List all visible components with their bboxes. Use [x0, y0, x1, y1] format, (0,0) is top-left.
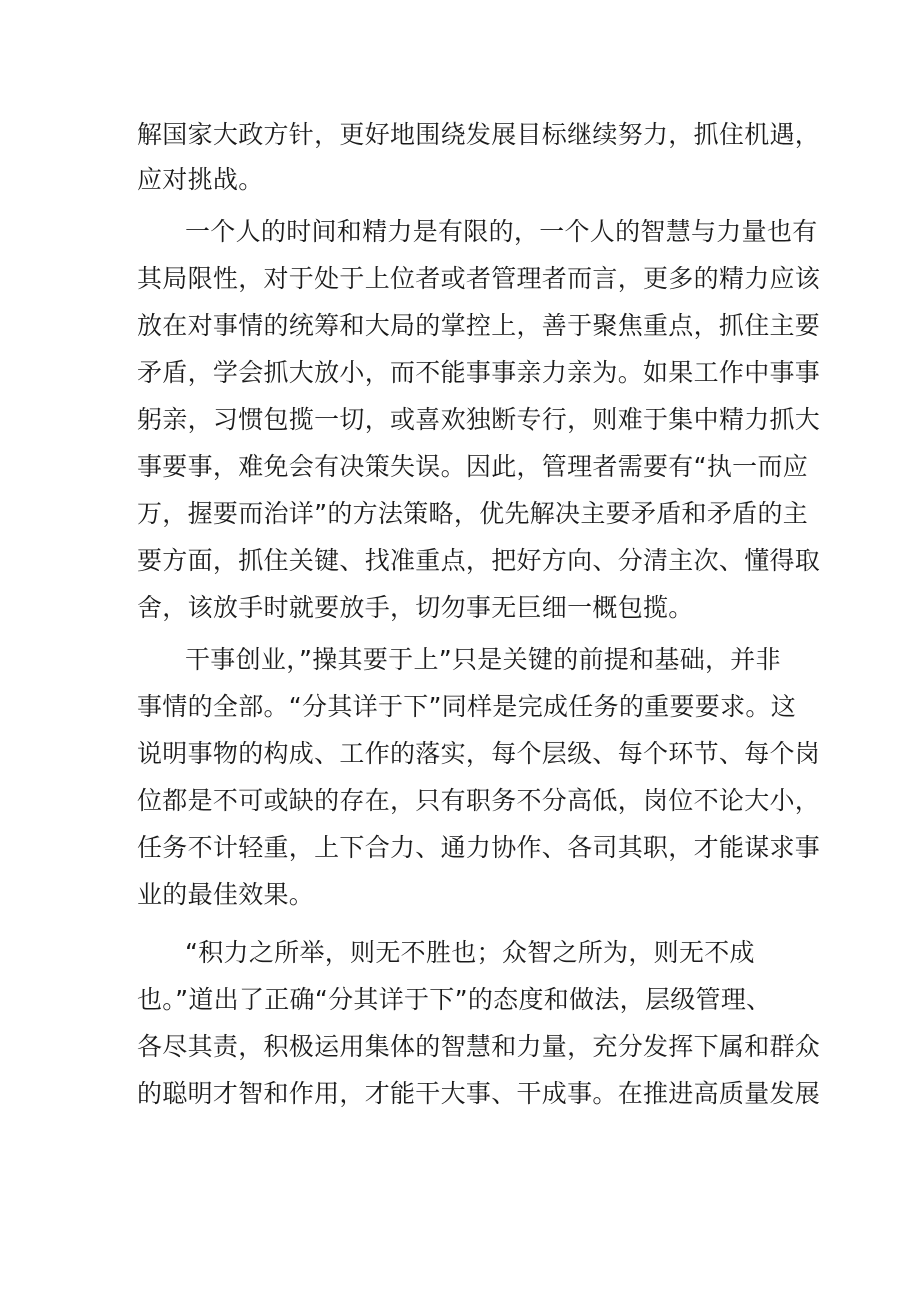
paragraph-2-line-2: 其局限性，对于处于上位者或者管理者而言，更多的精力应该 — [137, 264, 821, 293]
paragraph-4-line-1: “积力之所举，则无不胜也；众智之所为，则无不成 — [185, 938, 755, 967]
paragraph-1-line-1: 解国家大政方针，更好地围绕发展目标继续努力，抓住机遇， — [137, 120, 821, 149]
paragraph-2-line-8: 要方面，抓住关键、找准重点，把好方向、分清主次、懂得取 — [137, 546, 821, 575]
paragraph-2-line-5: 躬亲，习惯包揽一切，或喜欢独断专行，则难于集中精力抓大 — [137, 405, 821, 434]
paragraph-2-line-3: 放在对事情的统筹和大局的掌控上，善于聚焦重点，抓住主要 — [137, 311, 821, 340]
paragraph-4-line-4: 的聪明才智和作用，才能干大事、干成事。在推进高质量发展 — [137, 1079, 821, 1108]
paragraph-1-line-2: 应对挑战。 — [137, 165, 264, 194]
paragraph-2-line-1: 一个人的时间和精力是有限的，一个人的智慧与力量也有 — [185, 217, 818, 246]
paragraph-3-line-1: 干事创业，”操其要于上”只是关键的前提和基础，并非 — [185, 645, 781, 674]
paragraph-3-line-6: 业的最佳效果。 — [137, 880, 315, 909]
paragraph-3-line-2: 事情的全部。“分其详于下”同样是完成任务的重要要求。这 — [137, 692, 797, 721]
paragraph-4-line-2: 也。”道出了正确“分其详于下”的态度和做法，层级管理、 — [137, 985, 772, 1014]
paragraph-2-line-4: 矛盾，学会抓大放小，而不能事事亲力亲为。如果工作中事事 — [137, 358, 821, 387]
paragraph-2-line-7: 万，握要而治详”的方法策略，优先解决主要矛盾和矛盾的主 — [137, 499, 809, 528]
paragraph-2-line-9: 舍，该放手时就要放手，切勿事无巨细一概包揽。 — [137, 593, 694, 622]
paragraph-3-line-5: 任务不计轻重，上下合力、通力协作、各司其职，才能谋求事 — [137, 833, 821, 862]
paragraph-3-line-4: 位都是不可或缺的存在，只有职务不分高低，岗位不论大小， — [137, 786, 821, 815]
paragraph-4-line-3: 各尽其责，积极运用集体的智慧和力量，充分发挥下属和群众 — [137, 1032, 821, 1061]
paragraph-3-line-3: 说明事物的构成、工作的落实，每个层级、每个环节、每个岗 — [137, 739, 821, 768]
paragraph-2-line-6: 事要事，难免会有决策失误。因此，管理者需要有“执一而应 — [137, 452, 809, 481]
